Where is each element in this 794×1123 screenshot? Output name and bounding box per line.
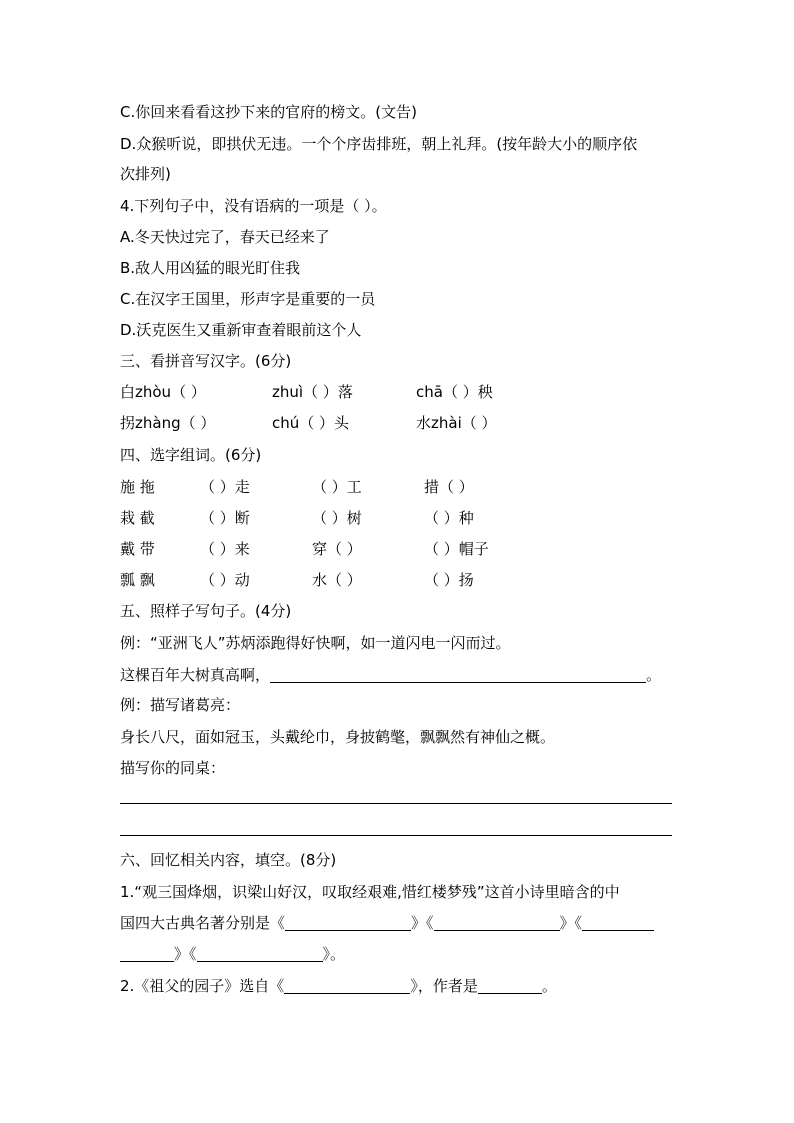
question-4: 4.下列句子中，没有语病的一项是（ ）。 bbox=[120, 197, 387, 215]
q6-2-prefix: 2.《祖父的园子》选自《 bbox=[120, 977, 285, 995]
word-blank: 穿（ ） bbox=[312, 540, 362, 558]
pinyin-item: 拐zhàng（ ） bbox=[120, 414, 216, 432]
example-2: 例：描写诸葛亮： bbox=[120, 696, 241, 714]
pinyin-item: 水zhài（ ） bbox=[416, 414, 497, 432]
task-2: 描写你的同桌： bbox=[120, 759, 226, 777]
option-c-line: C.你回来看看这抄下来的官府的榜文。(文告) bbox=[120, 103, 417, 121]
pinyin-item: 白zhòu（ ） bbox=[120, 383, 206, 401]
q6-1-prefix: 国四大古典名著分别是《 bbox=[120, 914, 286, 932]
bracket: 》《 bbox=[174, 945, 197, 963]
section-5-title: 五、照样子写句子。(4分) bbox=[120, 602, 292, 620]
q4-option-c: C.在汉字王国里，形声字是重要的一员 bbox=[120, 290, 376, 308]
char-pair: 栽 截 bbox=[120, 509, 155, 527]
writing-line[interactable] bbox=[120, 803, 672, 804]
answer-blank[interactable] bbox=[284, 977, 410, 994]
word-blank: 水（ ） bbox=[312, 571, 362, 589]
task-1 bbox=[120, 665, 661, 685]
q6-2-mid: 》，作者是 bbox=[410, 977, 478, 995]
section-3-title: 三、看拼音写汉字。(6分) bbox=[120, 352, 292, 370]
section-6-title: 六、回忆相关内容，填空。(8分) bbox=[120, 851, 337, 869]
q6-1-line3 bbox=[120, 944, 345, 964]
char-pair: 瓢 飘 bbox=[120, 571, 155, 589]
pinyin-item: chú（ ）头 bbox=[272, 414, 350, 432]
task-1-suffix: 。 bbox=[646, 666, 662, 684]
char-pair: 戴 带 bbox=[120, 540, 155, 558]
word-blank: （ ）来 bbox=[200, 540, 250, 558]
pinyin-item: chā（ ）秧 bbox=[416, 383, 493, 401]
word-blank: 措（ ） bbox=[424, 478, 474, 496]
answer-blank[interactable] bbox=[478, 977, 542, 994]
word-blank: （ ）树 bbox=[312, 509, 362, 527]
word-blank: （ ）断 bbox=[200, 509, 250, 527]
example-1: 例：“亚洲飞人”苏炳添跑得好快啊，如一道闪电一闪而过。 bbox=[120, 634, 511, 652]
q6-1-line1: 1.“观三国烽烟，识梁山好汉，叹取经艰难,惜红楼梦残”这首小诗里暗含的中 bbox=[120, 883, 620, 901]
example-2-text: 身长八尺，面如冠玉，头戴纶巾，身披鹤氅，飘飘然有神仙之概。 bbox=[120, 728, 556, 746]
option-d-line: D.众猴听说，即拱伏无违。一个个序齿排班，朝上礼拜。(按年龄大小的顺序依 bbox=[120, 135, 638, 153]
q6-1-line2 bbox=[120, 913, 654, 933]
bracket: 》《 bbox=[411, 914, 434, 932]
word-blank: （ ）走 bbox=[200, 478, 250, 496]
char-pair: 施 拖 bbox=[120, 478, 155, 496]
task-1-prefix: 这棵百年大树真高啊， bbox=[120, 666, 271, 684]
word-blank: （ ）动 bbox=[200, 571, 250, 589]
bracket: 》《 bbox=[559, 914, 583, 932]
pinyin-item: zhuì（ ）落 bbox=[272, 383, 353, 401]
q4-option-d: D.沃克医生又重新审查着眼前这个人 bbox=[120, 321, 362, 339]
option-d-line-cont: 次排列) bbox=[120, 165, 171, 183]
answer-blank[interactable] bbox=[434, 914, 560, 931]
q6-2 bbox=[120, 976, 557, 996]
word-blank: （ ）扬 bbox=[424, 571, 474, 589]
word-blank: （ ）工 bbox=[312, 478, 362, 496]
q6-2-end: 。 bbox=[541, 977, 557, 995]
word-blank: （ ）帽子 bbox=[424, 540, 489, 558]
answer-blank[interactable] bbox=[285, 914, 411, 931]
answer-blank[interactable] bbox=[270, 666, 646, 683]
q4-option-b: B.敌人用凶猛的眼光盯住我 bbox=[120, 259, 301, 277]
writing-line[interactable] bbox=[120, 835, 672, 836]
answer-blank[interactable] bbox=[120, 945, 174, 962]
section-4-title: 四、选字组词。(6分) bbox=[120, 446, 262, 464]
answer-blank[interactable] bbox=[582, 914, 654, 931]
bracket: 》。 bbox=[322, 945, 346, 963]
answer-blank[interactable] bbox=[197, 945, 323, 962]
q4-option-a: A.冬天快过完了，春天已经来了 bbox=[120, 228, 330, 246]
word-blank: （ ）种 bbox=[424, 509, 474, 527]
